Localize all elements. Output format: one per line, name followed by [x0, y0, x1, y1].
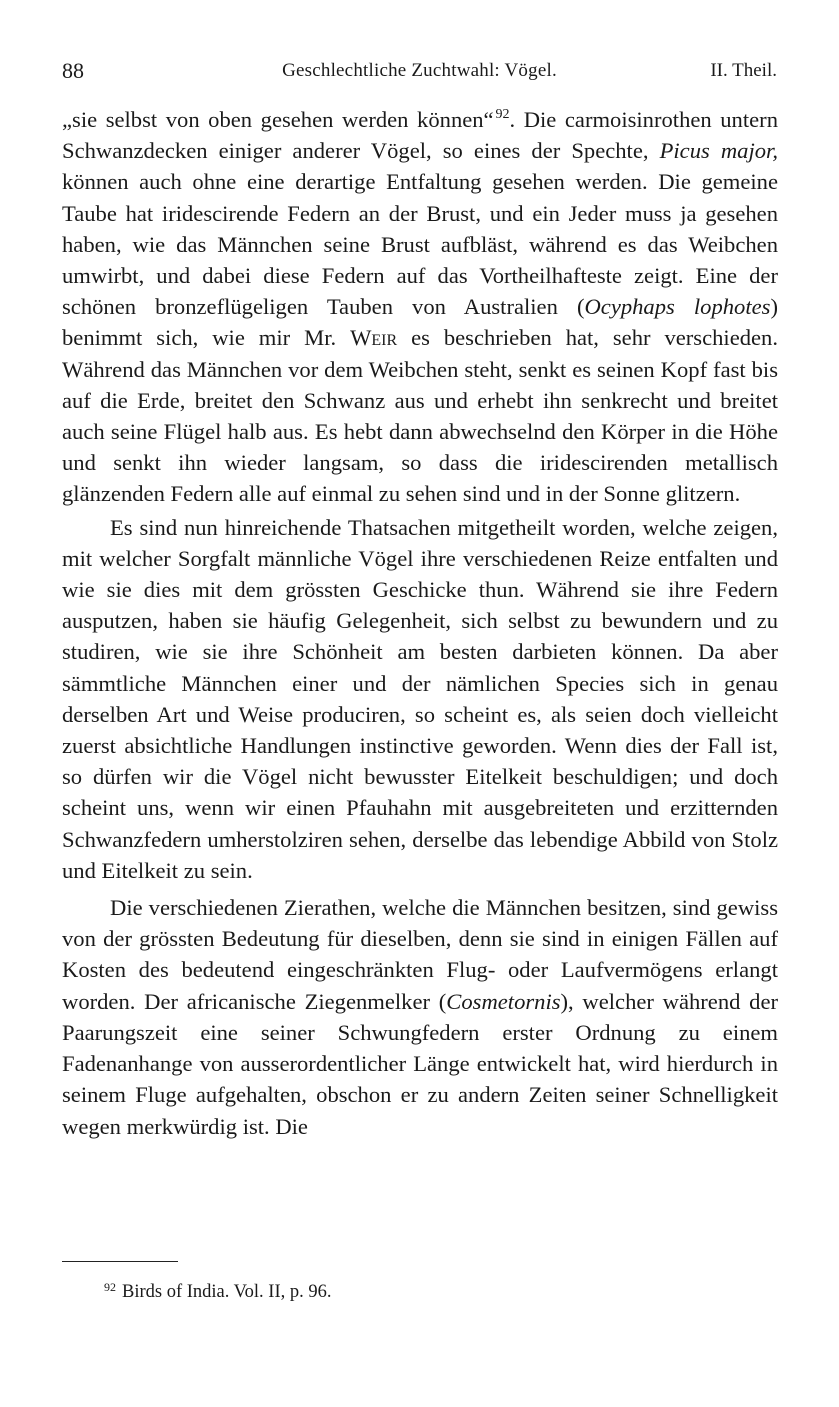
text-run: Die verschiedenen Zierathen, welche die Männchen besitzen, sind gewiss von der grössten Bedeutung für dieselben, denn sie sind in einigen Fällen auf Kosten des bedeutend eingeschränkten Flug- oder Laufvermögens erlangt worden. Der africanische Ziegenmelker ( — [62, 895, 778, 1014]
italic-species-name: Picus major, — [659, 138, 778, 164]
paragraph: Es sind nun hinreichende Thatsachen mitgetheilt worden, welche zeigen, mit welcher Sorgfalt männliche Vögel ihre verschiedenen Reize entfalten und wie sie dies mit dem grössten Geschicke thun. Während sie ihre Federn ausputzen, haben sie häufig Gelegenheit, sich selbst zu bewundern und zu studiren, wie sie ihre Schönheit am besten darbieten können. Da aber sämmtliche Männchen einer und der nämlichen Species sich in genau derselben Art und Weise produciren, so scheint es, als seien doch vielleicht zuerst absichtliche Handlungen instinctive geworden. Wenn dies der Fall ist, so dürfen wir die Vögel nicht bewusster Eitelkeit beschuldigen; und doch scheint uns, wenn wir einen Pfauhahn mit ausgebreiteten und erzitternden Schwanzfedern umherstolziren sehen, derselbe das lebendige Abbild von Stolz und Eitelkeit zu sein. — [62, 514, 778, 883]
text-run: „sie selbst von oben gesehen werden können“ — [62, 107, 494, 132]
footnote-reference[interactable]: 92 — [495, 107, 510, 122]
part-label: II. Theil. — [710, 60, 777, 81]
italic-species-name: Cosmetornis — [446, 988, 561, 1014]
paragraph — [62, 892, 778, 1142]
running-title: Geschlechtliche Zuchtwahl: Vögel. — [282, 60, 557, 81]
text-run: ), welcher während der Paarungszeit eine seiner Schwungfedern erster Ordnung zu einem Fadenanhange von ausserordentlicher Länge entwickelt hat, wird hierdurch in seinem Fluge aufgehalten, obschon er zu andern Zeiten seiner Schnelligkeit wegen merkwürdig ist. Die — [62, 988, 778, 1139]
paragraph — [62, 104, 778, 510]
text-run: können auch ohne eine derartige Entfaltung gesehen werden. Die gemeine Taube hat iridescirende Federn an der Brust, und ein Jeder muss ja gesehen haben, wie das Männchen seine Brust aufbläst, während es das Weibchen umwirbt, und dabei diese Federn auf das Vortheilhafteste zeigt. Eine der schönen bronzeflügeligen Tauben von Australien ( — [62, 169, 778, 320]
text-run: . Die carmoisinrothen untern Schwanzdecken einiger anderer Vögel, so eines der Spechte, — [62, 107, 778, 164]
footnote-marker: 92 — [104, 1280, 116, 1294]
page-number: 88 — [62, 58, 84, 83]
body-text — [62, 104, 778, 1142]
footnote — [104, 1280, 332, 1303]
footnote-text: Birds of India. Vol. II, p. 96. — [122, 1282, 332, 1302]
text-run: ) benimmt sich, wie mir Mr. — [62, 294, 778, 351]
text-run: es beschrieben hat, sehr verschieden. Während das Männchen vor dem Weibchen steht, senkt es seinen Kopf fast bis auf die Erde, breitet den Schwanz aus und erhebt ihn senkrecht und breitet auch seine Flügel halb aus. Es hebt dann abwechselnd den Körper in die Höhe und senkt ihn wieder langsam, so dass die iridescirenden metallisch glänzenden Federn alle auf einmal zu sehen sind und in der Sonne glitzern. — [62, 325, 778, 507]
footnote-rule — [62, 1261, 178, 1262]
page-header — [62, 58, 777, 88]
italic-species-name: Ocyphaps lophotes — [584, 294, 771, 320]
small-caps-name: Weir — [350, 325, 398, 351]
